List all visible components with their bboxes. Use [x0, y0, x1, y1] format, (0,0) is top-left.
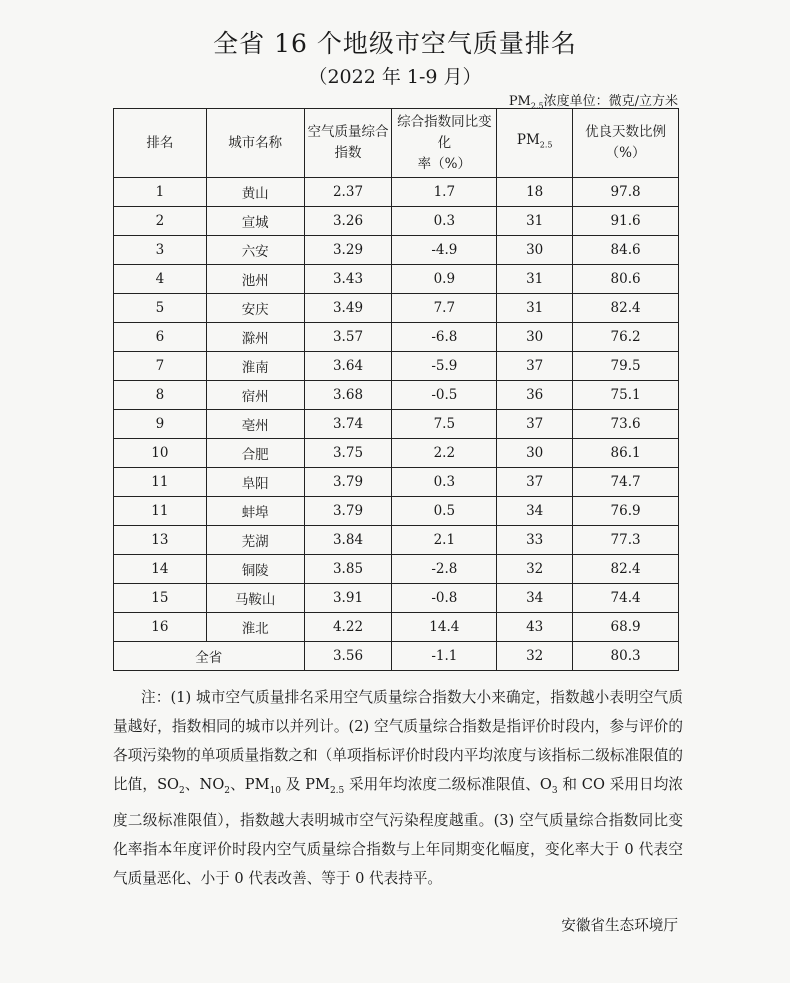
cell-pm25: 37	[497, 352, 573, 381]
cell-pm25: 37	[497, 468, 573, 497]
cell-pm25: 36	[497, 381, 573, 410]
table-row	[114, 236, 679, 265]
cell-pm25: 34	[497, 584, 573, 613]
cell-good-days: 82.4	[573, 294, 679, 323]
cell-rank: 6	[114, 323, 207, 352]
province-row	[114, 642, 679, 671]
cell-change: 2.2	[392, 439, 497, 468]
cell-aqi: 3.79	[304, 497, 392, 526]
table-row	[114, 613, 679, 642]
cell-city: 池州	[206, 265, 304, 294]
cell-aqi: 3.49	[304, 294, 392, 323]
header-good-days: 优良天数比例 （%）	[573, 109, 679, 178]
cell-good-days: 68.9	[573, 613, 679, 642]
cell-city: 马鞍山	[206, 584, 304, 613]
issuer-signature: 安徽省生态环境厅	[561, 917, 678, 934]
cell-aqi: 4.22	[304, 613, 392, 642]
cell-good-days: 77.3	[573, 526, 679, 555]
cell-change: -5.9	[392, 352, 497, 381]
cell-city: 淮南	[206, 352, 304, 381]
table-row	[114, 468, 679, 497]
header-rank: 排名	[114, 109, 207, 178]
cell-aqi: 3.26	[304, 207, 392, 236]
cell-change: 7.5	[392, 410, 497, 439]
table-row	[114, 410, 679, 439]
cell-aqi: 3.84	[304, 526, 392, 555]
cell-pm25: 43	[497, 613, 573, 642]
cell-good-days: 84.6	[573, 236, 679, 265]
cell-rank: 15	[114, 584, 207, 613]
cell-good-days: 76.2	[573, 323, 679, 352]
cell-city: 合肥	[206, 439, 304, 468]
cell-rank: 16	[114, 613, 207, 642]
cell-rank: 11	[114, 497, 207, 526]
cell-rank: 2	[114, 207, 207, 236]
cell-rank: 14	[114, 555, 207, 584]
cell-good-days: 74.7	[573, 468, 679, 497]
cell-pm25: 30	[497, 323, 573, 352]
cell-aqi: 3.68	[304, 381, 392, 410]
cell-change: 1.7	[392, 178, 497, 207]
cell-good-days: 75.1	[573, 381, 679, 410]
ranking-table	[113, 108, 679, 671]
cell-city: 阜阳	[206, 468, 304, 497]
cell-province-label: 全省	[114, 642, 305, 671]
cell-rank: 3	[114, 236, 207, 265]
table-row	[114, 439, 679, 468]
cell-aqi: 3.85	[304, 555, 392, 584]
cell-good-days: 86.1	[573, 439, 679, 468]
table-row	[114, 294, 679, 323]
cell-aqi: 3.74	[304, 410, 392, 439]
cell-pm25: 34	[497, 497, 573, 526]
cell-city: 淮北	[206, 613, 304, 642]
cell-rank: 7	[114, 352, 207, 381]
cell-pm25: 31	[497, 265, 573, 294]
cell-city: 宿州	[206, 381, 304, 410]
header-pm25: $PM_{2.5}$	[497, 109, 573, 178]
unit-note: $PM_{2.5}$浓度单位：微克/立方米	[508, 94, 678, 111]
cell-change: -0.8	[392, 584, 497, 613]
cell-good-days: 76.9	[573, 497, 679, 526]
cell-city: 蚌埠	[206, 497, 304, 526]
cell-city: 芜湖	[206, 526, 304, 555]
cell-good-days: 73.6	[573, 410, 679, 439]
cell-city: 滁州	[206, 323, 304, 352]
cell-city: 安庆	[206, 294, 304, 323]
header-city: 城市名称	[206, 109, 304, 178]
cell-change: 0.3	[392, 468, 497, 497]
cell-pm25: 30	[497, 236, 573, 265]
cell-rank: 1	[114, 178, 207, 207]
cell-pm25: 32	[497, 642, 573, 671]
cell-good-days: 91.6	[573, 207, 679, 236]
cell-good-days: 79.5	[573, 352, 679, 381]
cell-change: 0.3	[392, 207, 497, 236]
table-row	[114, 584, 679, 613]
cell-aqi: 3.64	[304, 352, 392, 381]
cell-city: 铜陵	[206, 555, 304, 584]
cell-city: 黄山	[206, 178, 304, 207]
header-change: 综合指数同比变化 率（%）	[392, 109, 497, 178]
table-row	[114, 207, 679, 236]
notes-paragraph: 注：(1) 城市空气质量排名采用空气质量综合指数大小来确定，指数越小表明空气质量越好，指数相同的城市以并列计。(2) 空气质量综合指数是指评价时段内，参与评价的各项污染物的单项质量指数之和（单项指标评价时段内平均浓度与该指标二级标准限值的比值，$SO_2$、$NO_2$、$PM_{10}$ 及 $PM_{2.5}$ 采用年均浓度二级标准限值、$O_3$ 和 CO 采用日均浓度二级标准限值），指数越大表明城市空气污染程度越重。(3) 空气质量综合指数同比变化率指本年度评价时段内空气质量综合指数与上年同期变化幅度，变化率大于 0 代表空气质量恶化、小于 0 代表改善、等于 0 代表持平。	[113, 689, 683, 887]
cell-good-days: 82.4	[573, 555, 679, 584]
cell-aqi: 3.29	[304, 236, 392, 265]
cell-pm25: 30	[497, 439, 573, 468]
cell-city: 宣城	[206, 207, 304, 236]
cell-aqi: 3.91	[304, 584, 392, 613]
table-header-row	[114, 109, 679, 178]
cell-pm25: 31	[497, 207, 573, 236]
cell-good-days: 80.3	[573, 642, 679, 671]
cell-pm25: 37	[497, 410, 573, 439]
cell-city: 亳州	[206, 410, 304, 439]
cell-rank: 10	[114, 439, 207, 468]
cell-change: 2.1	[392, 526, 497, 555]
cell-rank: 9	[114, 410, 207, 439]
table-row	[114, 381, 679, 410]
cell-city: 六安	[206, 236, 304, 265]
cell-aqi: 3.79	[304, 468, 392, 497]
cell-good-days: 97.8	[573, 178, 679, 207]
cell-good-days: 80.6	[573, 265, 679, 294]
table-row	[114, 497, 679, 526]
cell-rank: 11	[114, 468, 207, 497]
cell-good-days: 74.4	[573, 584, 679, 613]
cell-change: -6.8	[392, 323, 497, 352]
cell-aqi: 3.75	[304, 439, 392, 468]
header-aqi: 空气质量综合 指数	[304, 109, 392, 178]
cell-change: -1.1	[392, 642, 497, 671]
cell-pm25: 31	[497, 294, 573, 323]
cell-change: -4.9	[392, 236, 497, 265]
cell-aqi: 3.56	[304, 642, 392, 671]
cell-aqi: 3.43	[304, 265, 392, 294]
table-row	[114, 178, 679, 207]
cell-aqi: 2.37	[304, 178, 392, 207]
cell-rank: 13	[114, 526, 207, 555]
cell-rank: 5	[114, 294, 207, 323]
table-row	[114, 526, 679, 555]
document-subtitle: （2022 年 1-9 月）	[308, 66, 482, 88]
cell-aqi: 3.57	[304, 323, 392, 352]
cell-pm25: 18	[497, 178, 573, 207]
cell-pm25: 32	[497, 555, 573, 584]
document-title: 全省 16 个地级市空气质量排名	[213, 29, 577, 58]
cell-rank: 8	[114, 381, 207, 410]
table-row	[114, 265, 679, 294]
cell-change: 0.5	[392, 497, 497, 526]
cell-rank: 4	[114, 265, 207, 294]
cell-change: -0.5	[392, 381, 497, 410]
table-row	[114, 352, 679, 381]
table-row	[114, 323, 679, 352]
cell-change: -2.8	[392, 555, 497, 584]
cell-change: 0.9	[392, 265, 497, 294]
cell-change: 14.4	[392, 613, 497, 642]
cell-pm25: 33	[497, 526, 573, 555]
table-row	[114, 555, 679, 584]
cell-change: 7.7	[392, 294, 497, 323]
